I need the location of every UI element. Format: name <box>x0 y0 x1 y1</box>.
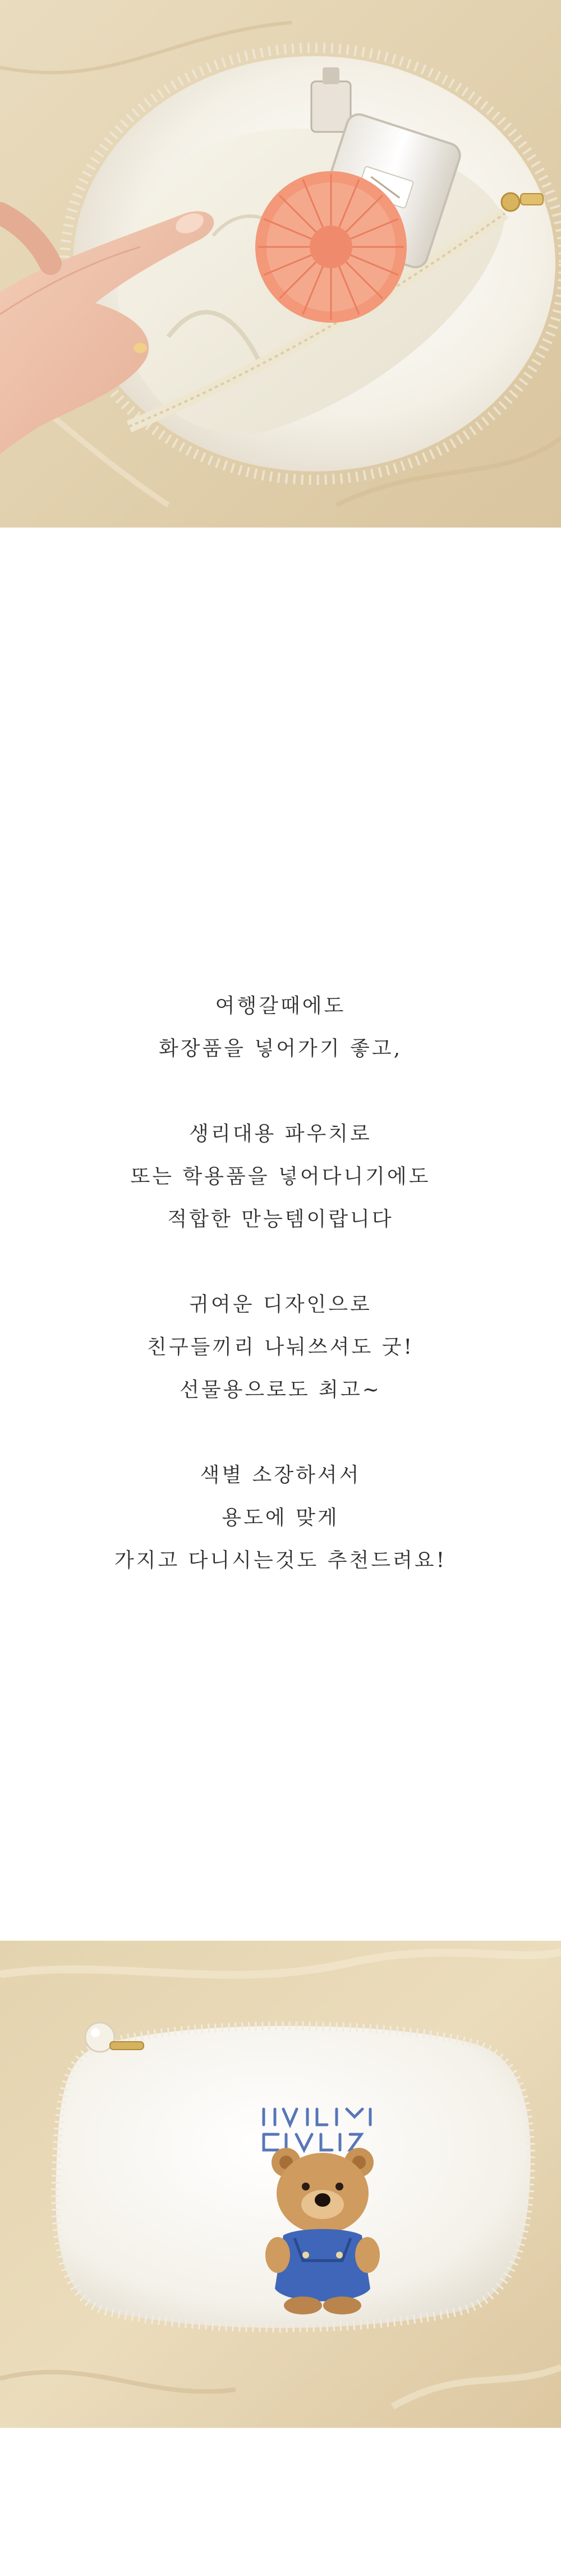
description-paragraph <box>0 1454 561 1582</box>
description-line: 또는 학용품을 넣어다니기에도 <box>130 1165 431 1188</box>
description-line: 선물용으로도 최고~ <box>180 1378 381 1401</box>
description-paragraph <box>0 1113 561 1241</box>
description-line: 화장품을 넣어가기 좋고, <box>158 1037 403 1060</box>
description-line: 색별 소장하셔서 <box>200 1464 361 1487</box>
product-description <box>0 985 561 1625</box>
description-paragraph <box>0 985 561 1070</box>
description-line: 가지고 다니시는것도 추천드려요! <box>114 1549 447 1572</box>
description-line: 생리대용 파우치로 <box>189 1122 372 1145</box>
product-photo-closed-pouch <box>0 1941 561 2428</box>
description-line: 적합한 만능템이랍니다 <box>167 1208 394 1231</box>
description-line: 여행갈때에도 <box>215 994 346 1017</box>
closed-pouch-image <box>0 1941 561 2428</box>
hair-clip-flower-icon <box>255 171 407 323</box>
description-paragraph <box>0 1284 561 1411</box>
description-line: 귀여운 디자인으로 <box>189 1293 372 1316</box>
open-pouch-image <box>0 0 561 528</box>
product-photo-open-pouch <box>0 0 561 528</box>
description-line: 친구들끼리 나눠쓰셔도 굿! <box>147 1336 414 1359</box>
description-line: 용도에 맞게 <box>222 1506 339 1529</box>
